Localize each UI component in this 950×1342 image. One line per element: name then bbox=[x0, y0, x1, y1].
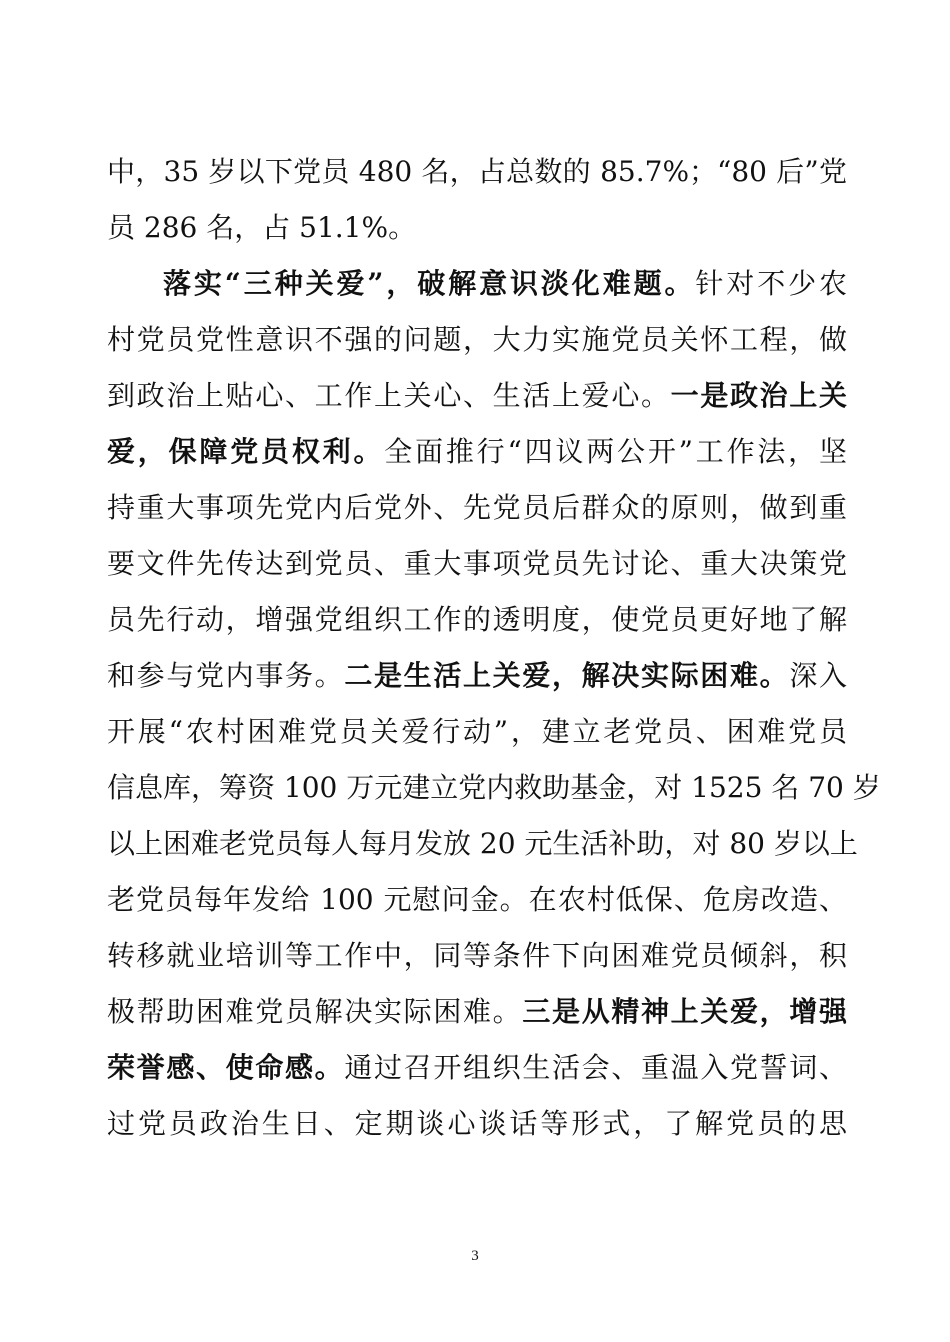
bold-text: 荣誉感、使命感。 bbox=[107, 1051, 345, 1084]
text-line: 转移就业培训等工作中，同等条件下向困难党员倾斜，积 bbox=[107, 939, 847, 972]
bold-text: 三是从精神上关爱，增强 bbox=[522, 995, 847, 1028]
text-line: 中，35 岁以下党员 480 名，占总数的 85.7%；“80 后”党 bbox=[107, 155, 847, 188]
text-line: 持重大事项先党内后党外、先党员后群众的原则，做到重 bbox=[107, 491, 847, 524]
text-line: 到政治上贴心、工作上关心、生活上爱心。一是政治上关 bbox=[107, 379, 847, 412]
page-number: 3 bbox=[471, 1248, 479, 1264]
text-line: 村党员党性意识不强的问题，大力实施党员关怀工程，做 bbox=[107, 323, 847, 356]
text-line: 极帮助困难党员解决实际困难。三是从精神上关爱，增强 bbox=[107, 995, 847, 1028]
text-line: 爱，保障党员权利。全面推行“四议两公开”工作法，坚 bbox=[107, 435, 847, 468]
bold-text: 一是政治上关 bbox=[670, 379, 847, 412]
text-line: 员 286 名，占 51.1%。 bbox=[107, 211, 417, 244]
text-line: 荣誉感、使命感。通过召开组织生活会、重温入党誓词、 bbox=[107, 1051, 847, 1084]
text-line: 信息库，筹资 100 万元建立党内救助基金，对 1525 名 70 岁 bbox=[107, 771, 881, 804]
bold-heading-text: 落实“三种关爱”，破解意识淡化难题。 bbox=[163, 267, 696, 300]
bold-text: 爱，保障党员权利。 bbox=[107, 435, 385, 468]
text-line: 老党员每年发给 100 元慰问金。在农村低保、危房改造、 bbox=[107, 883, 847, 916]
text-line: 要文件先传达到党员、重大事项党员先讨论、重大决策党 bbox=[107, 547, 847, 580]
text-line: 过党员政治生日、定期谈心谈话等形式，了解党员的思 bbox=[107, 1107, 847, 1140]
text-line: 和参与党内事务。二是生活上关爱，解决实际困难。深入 bbox=[107, 659, 847, 692]
text-line: 落实“三种关爱”，破解意识淡化难题。针对不少农 bbox=[163, 267, 847, 300]
text-line: 员先行动，增强党组织工作的透明度，使党员更好地了解 bbox=[107, 603, 847, 636]
bold-text: 二是生活上关爱，解决实际困难。 bbox=[344, 659, 790, 692]
text-line: 开展“农村困难党员关爱行动”，建立老党员、困难党员 bbox=[107, 715, 847, 748]
text-line: 以上困难老党员每人每月发放 20 元生活补助，对 80 岁以上 bbox=[107, 827, 858, 860]
